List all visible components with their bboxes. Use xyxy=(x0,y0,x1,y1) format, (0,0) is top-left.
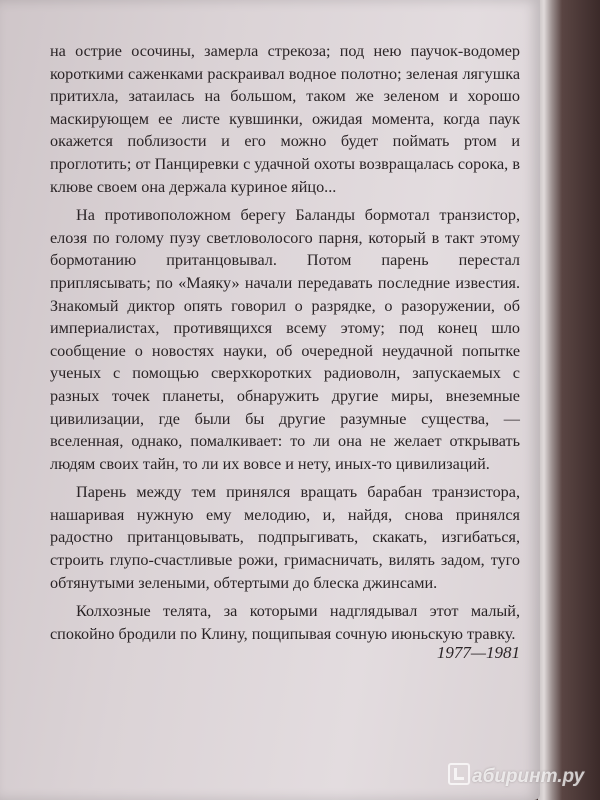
labirint-logo-icon xyxy=(448,763,470,785)
watermark-text: абиринт.ру xyxy=(472,766,585,787)
labirint-watermark xyxy=(448,763,584,788)
paragraph-1: на острие осочины, замерла стрекоза; под нею паучок-водомер короткими саженками раскраивал водное полотно; зеленая лягушка притихла, затаилась на большом, таком же зеленом и хорошо маскирующем ее листе кувшинки, ожидая момента, когда паук окажется поблизости и его можно будет поймать ртом и проглотить; от Панциревки с удачной охоты возвращалась сорока, в клюве своем она держала куриное яйцо... xyxy=(50,42,520,196)
book-page-edges xyxy=(538,0,600,800)
date-signature: 1977—1981 xyxy=(436,643,520,662)
page-text xyxy=(50,40,520,651)
paragraph-2: На противоположном берегу Баланды бормотал транзистор, елозя по голому пузу светловолосого парня, который в такт этому бормотанию пританцовывал. Потом парень перестал приплясывать; по «Маяку» начали передавать последние известия. Знакомый диктор опять говорил о разрядке, о разоружении, об империалистах, противящихся всему этому; под конец шло сообщение о новостях науки, об очередной неудачной попытке ученых с помощью сверхкоротких радиоволн, запускаемых с разных точек планеты, обнаружить другие миры, внеземные цивилизации, где были бы другие разумные существа, — вселенная, однако, помалкивает: то ли она не желает открывать людям своих тайн, то ли их вовсе и нету, иных-то цивилизаций. xyxy=(50,206,520,473)
paragraph-4: Колхозные телята, за которыми надглядывал этот малый, спокойно бродили по Клину, пощипывая сочную июньскую травку. xyxy=(50,602,520,643)
paragraph-3: Парень между тем принялся вращать барабан транзистора, нашаривая нужную ему мелодию, и, найдя, снова принялся радостно пританцовывать, подпрыгивать, скакать, изгибаться, строить глупо-счастливые рожи, гримасничать, вилять задом, туго обтянутыми зелеными, обтертыми до блеска джинсами. xyxy=(50,483,520,592)
